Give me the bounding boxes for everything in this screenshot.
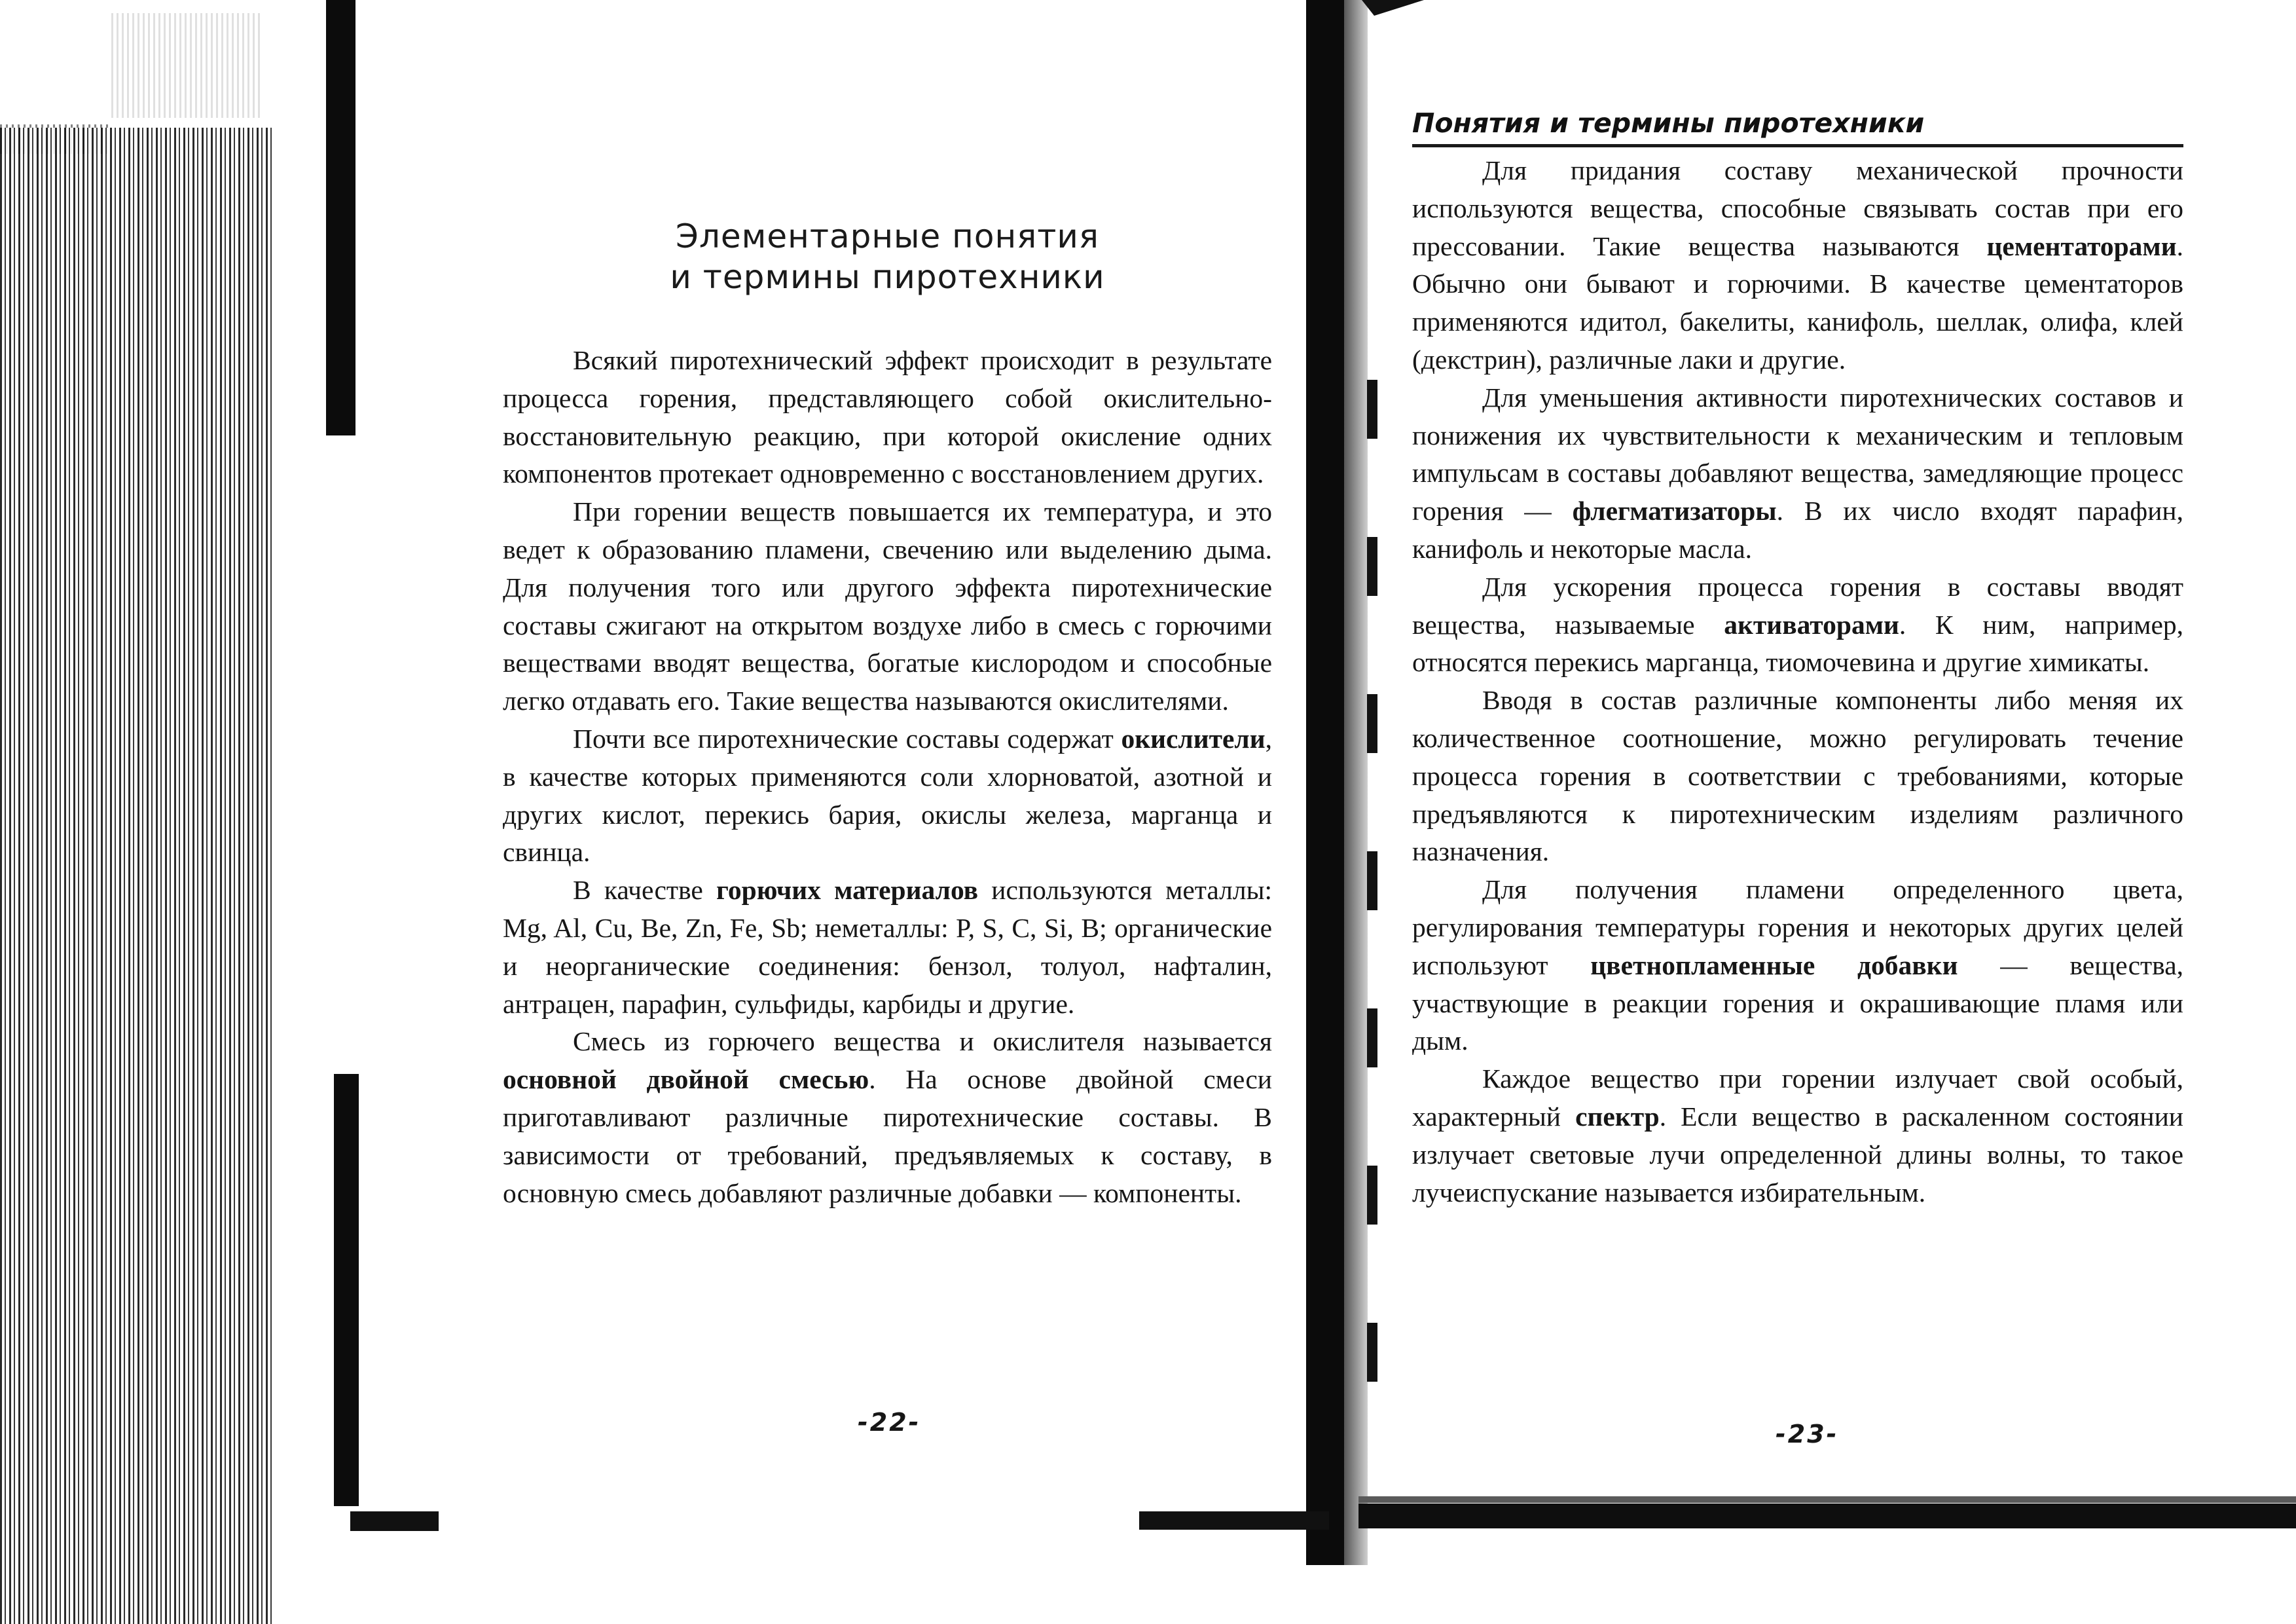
term-bold: горючих материалов <box>716 875 979 906</box>
left-paragraph-4 <box>503 872 1272 1023</box>
page-number-left: -22- <box>858 1408 921 1437</box>
scan-noise-top <box>111 13 262 118</box>
term-bold: спектр <box>1575 1101 1660 1132</box>
chapter-title-line-1: Элементарные понятия <box>676 217 1099 255</box>
text-run: Всякий пиротехнический эффект происходит в результате процесса горения, представляющего собой окислительно-восстановительную реакцию, при которой окисление одних компонентов протекает одновременно с восстановлением других. <box>503 345 1272 489</box>
scan-margin-marks <box>1367 301 1377 1414</box>
chapter-title <box>503 216 1272 297</box>
page-number-right: -23- <box>1776 1420 1839 1449</box>
right-paragraph-1 <box>1412 152 2183 379</box>
text-run: Для уменьшения активности пиротехнических составов и понижения их чувствительности к механическим и тепловым импульсам в составы добавляют вещества, замедляющие процесс горения — <box>1412 382 2183 526</box>
book-spine-gradient <box>1344 0 1368 1565</box>
scan-bottom-bar-mid <box>1139 1511 1329 1530</box>
term-bold: цветнопламенные добавки <box>1590 950 1958 980</box>
scan-bottom-edge-grey <box>1358 1496 2296 1503</box>
text-run: . Обычно они бывают и горючими. В качестве цементаторов применяются идитол, бакелиты, канифоль, шеллак, олифа, клей (декстрин), различные лаки и другие. <box>1412 231 2183 375</box>
text-run: Смесь из горючего вещества и окислителя называется <box>573 1026 1272 1057</box>
right-paragraph-5 <box>1412 871 2183 1060</box>
left-paragraph-5 <box>503 1023 1272 1212</box>
text-run: Для ускорения процесса горения в составы вводят вещества, называемые <box>1412 571 2183 640</box>
running-head: Понятия и термины пиротехники <box>1412 105 2183 147</box>
text-run: Для получения пламени определенного цвета, регулирования температуры горения и некоторых других целей используют <box>1412 874 2183 980</box>
term-bold: цементаторами <box>1986 231 2177 261</box>
text-run: используются металлы: Mg, Al, Cu, Be, Zn, Fe, Sb; неметаллы: P, S, C, Si, B; органические и неорганические соединения: бензол, толуол, нафталин, антрацен, парафин, сульфиды, карбиды и другие. <box>503 875 1273 1019</box>
text-run: , в качестве которых применяются соли хлорноватой, азотной и других кислот, перекись бария, окислы железа, марганца и свинца. <box>503 723 1272 868</box>
term-bold: активаторами <box>1724 609 1899 640</box>
book-spine <box>1306 0 1344 1565</box>
left-paragraph-3 <box>503 720 1272 872</box>
left-paragraph-1 <box>503 342 1272 493</box>
text-run: . Если вещество в раскаленном состоянии излучает световые лучи определенной длины волны, то такое лучеиспускание называется избирательным. <box>1412 1101 2183 1208</box>
right-page <box>1412 152 2183 1211</box>
scan-edge-pattern <box>0 128 272 1624</box>
text-run: . На основе двойной смеси приготавливают различные пиротехнические составы. В зависимости от требований, предъявляемых к составу, в основную смесь добавляют различные добавки — компоненты. <box>503 1064 1273 1208</box>
text-run: Каждое вещество при горении излучает свой особый, характерный <box>1412 1063 2183 1132</box>
scan-shadow-bar-top <box>326 0 355 435</box>
right-paragraph-6 <box>1412 1060 2183 1211</box>
chapter-title-line-2: и термины пиротехники <box>670 258 1105 296</box>
term-bold: основной двойной смесью <box>503 1064 869 1095</box>
text-run: Для придания составу механической прочности используются вещества, способные связывать состав при его прессовании. Такие вещества называются <box>1412 155 2183 261</box>
scan-shadow-bar-bottom <box>334 1074 359 1506</box>
scan-bottom-bar-left <box>350 1511 439 1531</box>
scan-bottom-bar-right <box>1358 1504 2296 1528</box>
text-run: В качестве <box>573 875 717 906</box>
scan-corner-mark <box>1362 0 1424 16</box>
text-run: . В их число входят парафин, канифоль и некоторые масла. <box>1412 496 2183 564</box>
right-paragraph-3 <box>1412 568 2183 682</box>
text-run: — вещества, участвующие в реакции горения и окрашивающие пламя или дым. <box>1412 950 2183 1056</box>
text-run: Почти все пиротехнические составы содержат <box>573 723 1121 754</box>
left-page <box>503 216 1272 1212</box>
term-bold: флегматизаторы <box>1572 496 1777 526</box>
text-run: . К ним, например, относятся перекись марганца, тиомочевина и другие химикаты. <box>1412 609 2183 678</box>
text-run: При горении веществ повышается их температура, и это ведет к образованию пламени, свечению или выделению дыма. Для получения того или другого эффекта пиротехнические составы сжигают на открытом воздухе либо в смесь с горючими веществами вводят вещества, богатые кислородом и способные легко отдавать его. Такие вещества называются окислителями. <box>503 496 1272 716</box>
term-bold: окислители <box>1121 723 1266 754</box>
right-paragraph-4 <box>1412 682 2183 871</box>
text-run: Вводя в состав различные компоненты либо меняя их количественное соотношение, можно регулировать течение процесса горения в соответствии с требованиями, которые предъявляются к пиротехническим изделиям различного назначения. <box>1412 685 2183 867</box>
right-paragraph-2 <box>1412 379 2183 568</box>
left-paragraph-2 <box>503 493 1272 720</box>
